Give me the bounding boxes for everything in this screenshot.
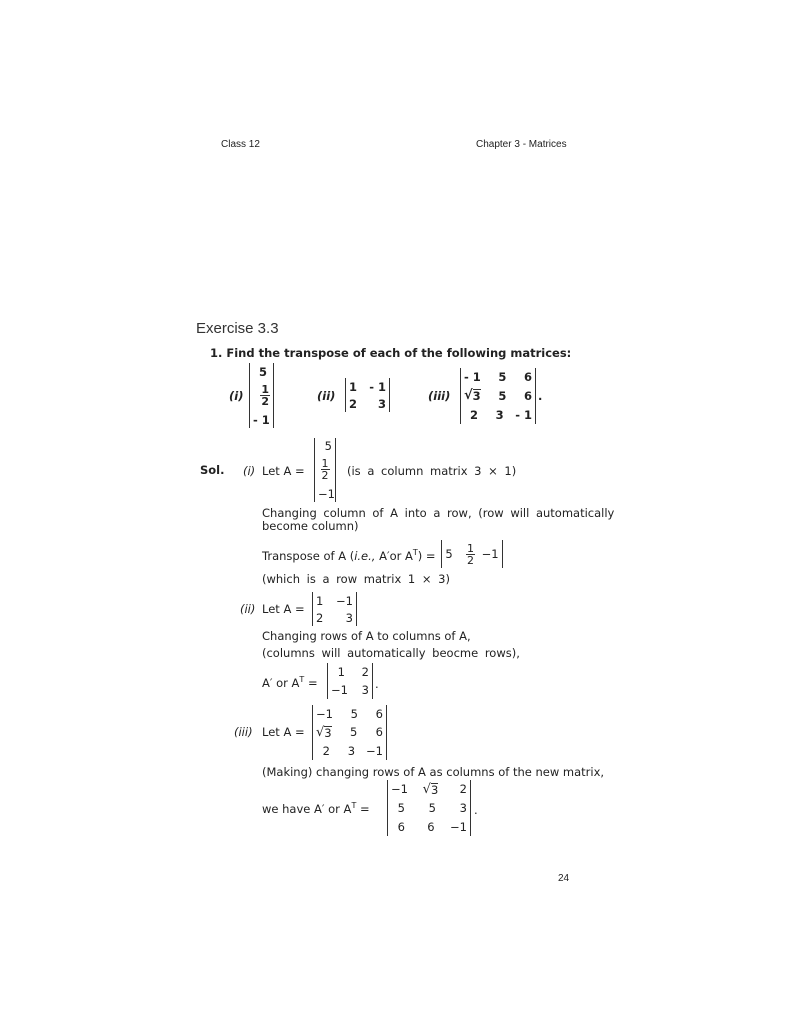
fraction-numerator: 1 bbox=[261, 383, 269, 396]
sol-matrix-iii bbox=[312, 705, 387, 760]
exercise-title: Exercise 3.3 bbox=[196, 320, 279, 337]
sqrt-cell bbox=[316, 726, 332, 740]
result-text: = bbox=[356, 801, 370, 816]
fraction-denominator: 2 bbox=[261, 395, 269, 408]
matrix-cell: 5 bbox=[258, 364, 267, 379]
matrix-cell: 3 bbox=[495, 407, 504, 422]
header-class: Class 12 bbox=[221, 139, 260, 150]
matrix-cell: 2 bbox=[361, 665, 369, 679]
result-text: = bbox=[304, 675, 318, 690]
sol-iii-line1: (Making) changing rows of A as columns of the new matrix, bbox=[262, 765, 605, 779]
matrix-cell: 5 bbox=[498, 370, 507, 385]
sol-i-let: Let A = bbox=[262, 464, 305, 478]
matrix-cell: 1 bbox=[337, 665, 345, 679]
sol-matrix-i bbox=[314, 438, 336, 502]
matrix-cell: 2 bbox=[459, 782, 467, 797]
question-matrix-i bbox=[249, 363, 274, 428]
fraction-numerator: 1 bbox=[321, 457, 329, 471]
sol-label: Sol. bbox=[200, 463, 225, 477]
question-matrix-iii bbox=[460, 368, 536, 424]
matrix-cell: 5 bbox=[397, 800, 405, 815]
matrix-cell: 6 bbox=[375, 707, 383, 722]
matrix-cell: 3 bbox=[361, 683, 369, 697]
matrix-cell: 3 bbox=[347, 743, 356, 758]
matrix-cell: - 1 bbox=[464, 370, 481, 385]
sol-i-transpose bbox=[262, 548, 436, 563]
matrix-cell: 5 bbox=[324, 439, 332, 454]
sol-i-line2: become column) bbox=[262, 519, 359, 533]
matrix-cell: 6 bbox=[523, 370, 532, 385]
sol-result-ii bbox=[327, 663, 373, 699]
sol-iii-have bbox=[262, 801, 370, 816]
matrix-cell: −1 bbox=[391, 782, 408, 797]
matrix-cell: 5 bbox=[350, 707, 358, 722]
sol-label-ii: (ii) bbox=[240, 602, 256, 616]
matrix-cell: 6 bbox=[375, 725, 383, 740]
matrix-cell: 3 bbox=[345, 610, 353, 625]
fraction-denominator: 2 bbox=[321, 469, 329, 483]
result-text: we have A′ or A bbox=[262, 801, 352, 816]
sol-result-iii bbox=[387, 780, 471, 836]
matrix-cell: −1 bbox=[481, 547, 499, 561]
superscript-t: T bbox=[412, 548, 418, 557]
matrix-cell: - 1 bbox=[515, 407, 532, 422]
question-matrix-ii bbox=[345, 378, 390, 412]
sqrt-cell bbox=[464, 389, 481, 403]
matrix-cell: −1 bbox=[331, 683, 348, 697]
fraction bbox=[260, 384, 270, 407]
sqrt-arg: 3 bbox=[430, 782, 439, 797]
sol-iii-period: . bbox=[474, 803, 478, 817]
matrix-cell: 5 bbox=[428, 800, 436, 815]
sol-i-line3: (which is a row matrix 1 × 3) bbox=[262, 572, 450, 586]
matrix-cell: 5 bbox=[445, 547, 453, 561]
fraction bbox=[466, 543, 475, 566]
sol-ii-line2: (columns will automatically beocme rows), bbox=[262, 646, 520, 660]
matrix-cell: −1 bbox=[450, 819, 467, 834]
sol-row-matrix-i bbox=[441, 540, 503, 568]
sol-i-line1: Changing column of A into a row, (row will automatically bbox=[262, 506, 615, 520]
fraction-denominator: 2 bbox=[467, 553, 474, 567]
fraction bbox=[321, 458, 330, 481]
matrix-cell: 1 bbox=[316, 593, 324, 608]
page-number: 24 bbox=[558, 873, 570, 884]
sol-matrix-ii bbox=[312, 592, 357, 626]
matrix-cell: 3 bbox=[459, 800, 467, 815]
matrix-cell: −1 bbox=[318, 486, 335, 501]
superscript-t: T bbox=[299, 675, 305, 684]
sqrt-sign: √ bbox=[422, 781, 431, 797]
sol-ii-let: Let A = bbox=[262, 602, 305, 616]
matrix-cell: 2 bbox=[349, 396, 358, 411]
matrix-cell: −1 bbox=[366, 743, 383, 758]
matrix-cell: 3 bbox=[377, 396, 386, 411]
sqrt-sign: √ bbox=[316, 724, 325, 740]
matrix-cell: 6 bbox=[397, 819, 405, 834]
question-period: . bbox=[538, 389, 543, 403]
matrix-cell: 2 bbox=[316, 610, 324, 625]
fraction-numerator: 1 bbox=[467, 541, 474, 555]
sol-iii-let: Let A = bbox=[262, 725, 305, 739]
sol-label-i: (i) bbox=[243, 464, 256, 478]
matrix-cell: - 1 bbox=[253, 412, 270, 427]
sol-ii-period: . bbox=[375, 677, 379, 691]
matrix-cell: 5 bbox=[349, 725, 358, 740]
matrix-cell: −1 bbox=[316, 707, 333, 722]
matrix-cell: −1 bbox=[336, 593, 353, 608]
transpose-text: A′or A bbox=[375, 548, 413, 563]
result-text: A′ or A bbox=[262, 675, 300, 690]
ie-text: i.e., bbox=[354, 548, 376, 563]
sol-ii-result-label bbox=[262, 675, 318, 690]
question-label-iii: (iii) bbox=[428, 389, 451, 403]
matrix-cell: 5 bbox=[498, 388, 507, 403]
transpose-text: Transpose of A ( bbox=[262, 548, 355, 563]
question-label-i: (i) bbox=[229, 389, 244, 403]
matrix-cell: 6 bbox=[523, 388, 532, 403]
matrix-cell: 2 bbox=[322, 743, 330, 758]
sqrt-arg: 3 bbox=[324, 725, 332, 740]
question-label-ii: (ii) bbox=[317, 389, 336, 403]
superscript-t: T bbox=[351, 801, 357, 810]
matrix-cell: 6 bbox=[427, 819, 435, 834]
sqrt-cell bbox=[423, 783, 439, 797]
sol-label-iii: (iii) bbox=[234, 725, 253, 739]
sol-ii-line1: Changing rows of A to columns of A, bbox=[262, 629, 471, 643]
transpose-text: ) = bbox=[417, 548, 436, 563]
sqrt-sign: √ bbox=[464, 388, 473, 404]
matrix-cell: - 1 bbox=[369, 379, 386, 394]
matrix-cell: 1 bbox=[349, 379, 358, 394]
sol-i-note: (is a column matrix 3 × 1) bbox=[347, 464, 517, 478]
question-text: 1. Find the transpose of each of the following matrices: bbox=[210, 346, 572, 360]
matrix-cell: 2 bbox=[469, 407, 478, 422]
header-chapter: Chapter 3 - Matrices bbox=[476, 139, 567, 150]
sqrt-arg: 3 bbox=[472, 389, 481, 404]
